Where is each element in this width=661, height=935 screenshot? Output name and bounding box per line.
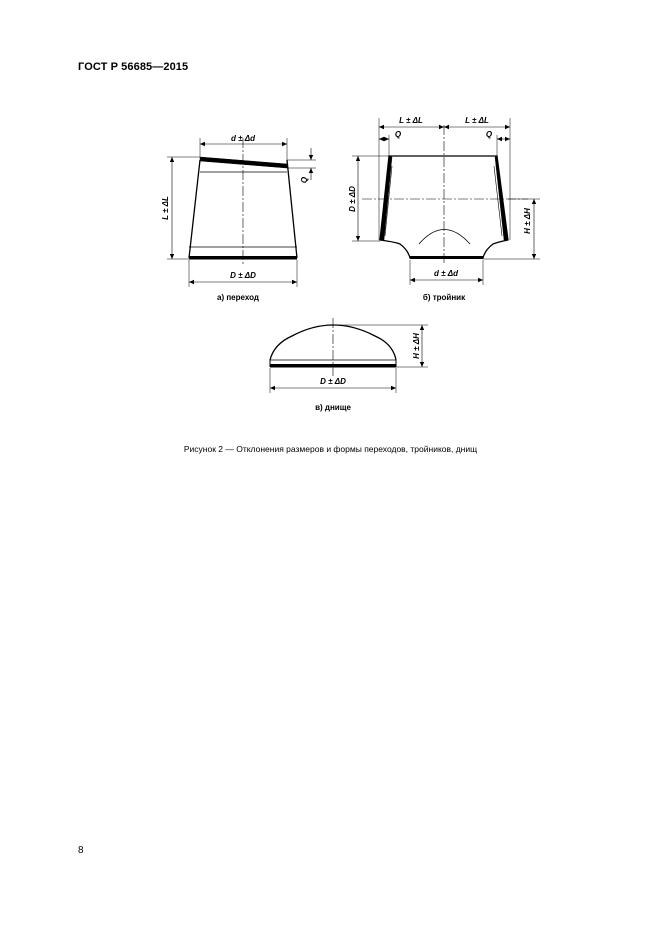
tee-drawing — [352, 118, 540, 285]
cap-caption: в) днище — [315, 403, 351, 412]
tee-caption: б) тройник — [422, 293, 466, 302]
cap-diameter-dimension: D ± ΔD — [320, 377, 346, 386]
tee-right-q-dimension: Q — [485, 130, 493, 139]
reducer-length-dimension: L ± ΔL — [161, 196, 170, 220]
tee-left-q-dimension: Q — [394, 130, 402, 139]
figure-caption: Рисунок 2 — Отклонения размеров и формы переходов, тройников, днищ — [183, 444, 478, 454]
cap-drawing — [270, 318, 428, 393]
tee-diameter-dimension: D ± ΔD — [348, 186, 357, 212]
reducer-bottom-dimension: D ± ΔD — [230, 271, 256, 280]
tee-left-length-dimension: L ± ΔL — [399, 116, 423, 125]
tee-right-length-dimension: L ± ΔL — [465, 116, 489, 125]
document-header: ГОСТ Р 56685—2015 — [78, 61, 189, 73]
page-number: 8 — [78, 845, 84, 856]
tee-branch-dimension: d ± Δd — [434, 269, 458, 278]
reducer-caption: а) переход — [217, 293, 259, 302]
tee-height-dimension: H ± ΔH — [523, 208, 532, 234]
reducer-top-dimension: d ± Δd — [231, 134, 255, 143]
cap-height-dimension: H ± ΔH — [412, 333, 421, 359]
reducer-q-dimension: Q — [300, 176, 309, 184]
reducer-drawing — [167, 138, 316, 287]
